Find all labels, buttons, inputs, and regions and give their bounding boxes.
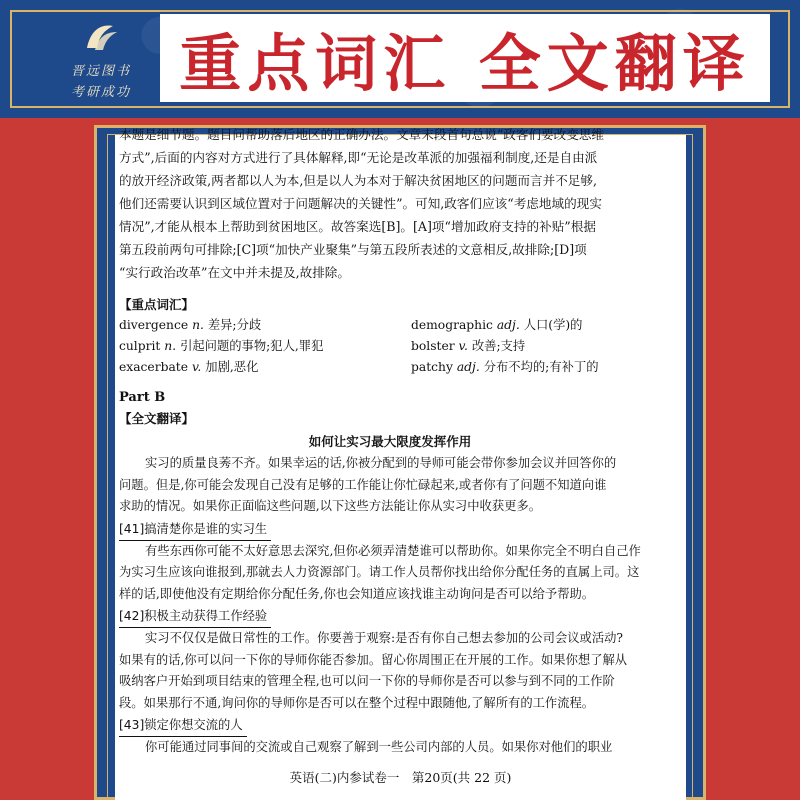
section-body (119, 541, 661, 606)
part-b-heading: Part B (119, 390, 166, 405)
banner-title: 重点词汇 全文翻译 (160, 14, 770, 102)
text-line: 情况”,才能从根本上帮助到贫困地区。故答案选[B]。[A]项“增加政府支持的补贴”根据 (119, 219, 596, 234)
text-line: “实行政治改革”在文中并未提及,故排除。 (119, 265, 350, 280)
text-line: 本题是细节题。题目问帮助落后地区的正确办法。文章末段首句总说“政客们要改变思维 (119, 127, 605, 142)
section-42 (119, 605, 661, 714)
brand-logo (46, 4, 156, 114)
section-heading: [41]搞清楚你是谁的实习生 (119, 518, 271, 541)
text-line: 的放开经济政策,两者都以人为本,但是以人为本对于解决贫困地区的问题而言并不足够, (119, 173, 597, 188)
text-line: 实习的质量良莠不齐。如果幸运的话,你被分配到的导师可能会带你参加会议并回答你的 (145, 456, 617, 470)
text-line: 第五段前两句可排除;[C]项“加快产业聚集”与第五段所表述的文意相反,故排除;[D]项 (119, 242, 587, 257)
translation-label: 【全文翻译】 (119, 411, 195, 426)
document-page (115, 127, 686, 800)
vocab-item: divergence n. 差异;分歧 (119, 318, 262, 332)
text-line: 你可能通过同事间的交流或自己观察了解到一些公司内部的人员。如果你对他们的职业 (145, 740, 613, 754)
text-line: 段。如果那行不通,询问你的导师你是否可以在整个过程中跟随他,了解所有的工作流程。 (119, 695, 595, 710)
vocab-item: demographic adj. 人口(学)的 (411, 318, 583, 332)
text-line: 问题。但是,你可能会发现自己没有足够的工作能让你忙碌起来,或者你有了问题不知道向谁 (119, 477, 607, 492)
text-line: 方式”,后面的内容对方式进行了具体解释,即“无论是改革派的加强福利制度,还是自由派 (119, 150, 598, 165)
section-body (119, 737, 661, 759)
text-line: 求助的情况。如果你正面临这些问题,以下这些方法能让你从实习中收获更多。 (119, 499, 542, 513)
text-line: 为实习生应该向谁报到,那就去人力资源部门。请工作人员帮你找出给你分配任务的直属上司。这 (119, 565, 640, 579)
text-line: 实习不仅仅是做日常性的工作。你要善于观察:是否有你自己想去参加的公司会议或活动? (145, 631, 624, 645)
vocab-item: patchy adj. 分布不均的;有补丁的 (411, 360, 599, 374)
section-body (119, 628, 661, 714)
page-content (119, 127, 661, 759)
intro-paragraph (119, 453, 661, 518)
answer-explanation (119, 123, 661, 284)
page-footer: 英语(二)内参试卷一 第20页(共 22 页) (289, 770, 512, 785)
section-heading: [43]锁定你想交流的人 (119, 714, 247, 737)
text-line: 有些东西你可能不太好意思去深究,但你必须弄清楚谁可以帮助你。如果你完全不明白自己作 (145, 543, 641, 558)
vocab-item: culprit n. 引起问题的事物;犯人,罪犯 (119, 339, 324, 353)
text-line: 样的话,即使他没有定期给你分配任务,你也会知道应该找谁主动询问是否可以给予帮助。 (119, 586, 595, 601)
section-41 (119, 518, 661, 606)
text-line: 如果有的话,你可以问一下你的导师你能否参加。留心你周围正在开展的工作。如果你想了解从 (119, 652, 628, 667)
vocab-label: 【重点词汇】 (119, 297, 195, 312)
vocab-list (119, 315, 661, 378)
text-line: 他们还需要认识到区域位置对于问题解决的关键性”。可知,政客们应该“考虑地域的现实 (119, 196, 602, 211)
article-title: 如何让实习最大限度发挥作用 (308, 434, 472, 449)
vocab-item: bolster v. 改善;支持 (411, 339, 526, 353)
section-heading: [42]积极主动获得工作经验 (119, 605, 271, 628)
brand-name: 晋远图书 (70, 64, 131, 79)
brand-slogan: 考研成功 (70, 85, 131, 100)
vocab-item: exacerbate v. 加剧,恶化 (119, 360, 259, 374)
section-43 (119, 714, 661, 759)
text-line: 吸纳客户开始到项目结束的管理全程,也可以问一下你的导师你是否可以参与到不同的工作阶 (119, 674, 615, 688)
wave-logo-icon (81, 18, 121, 58)
header-banner (0, 0, 800, 118)
